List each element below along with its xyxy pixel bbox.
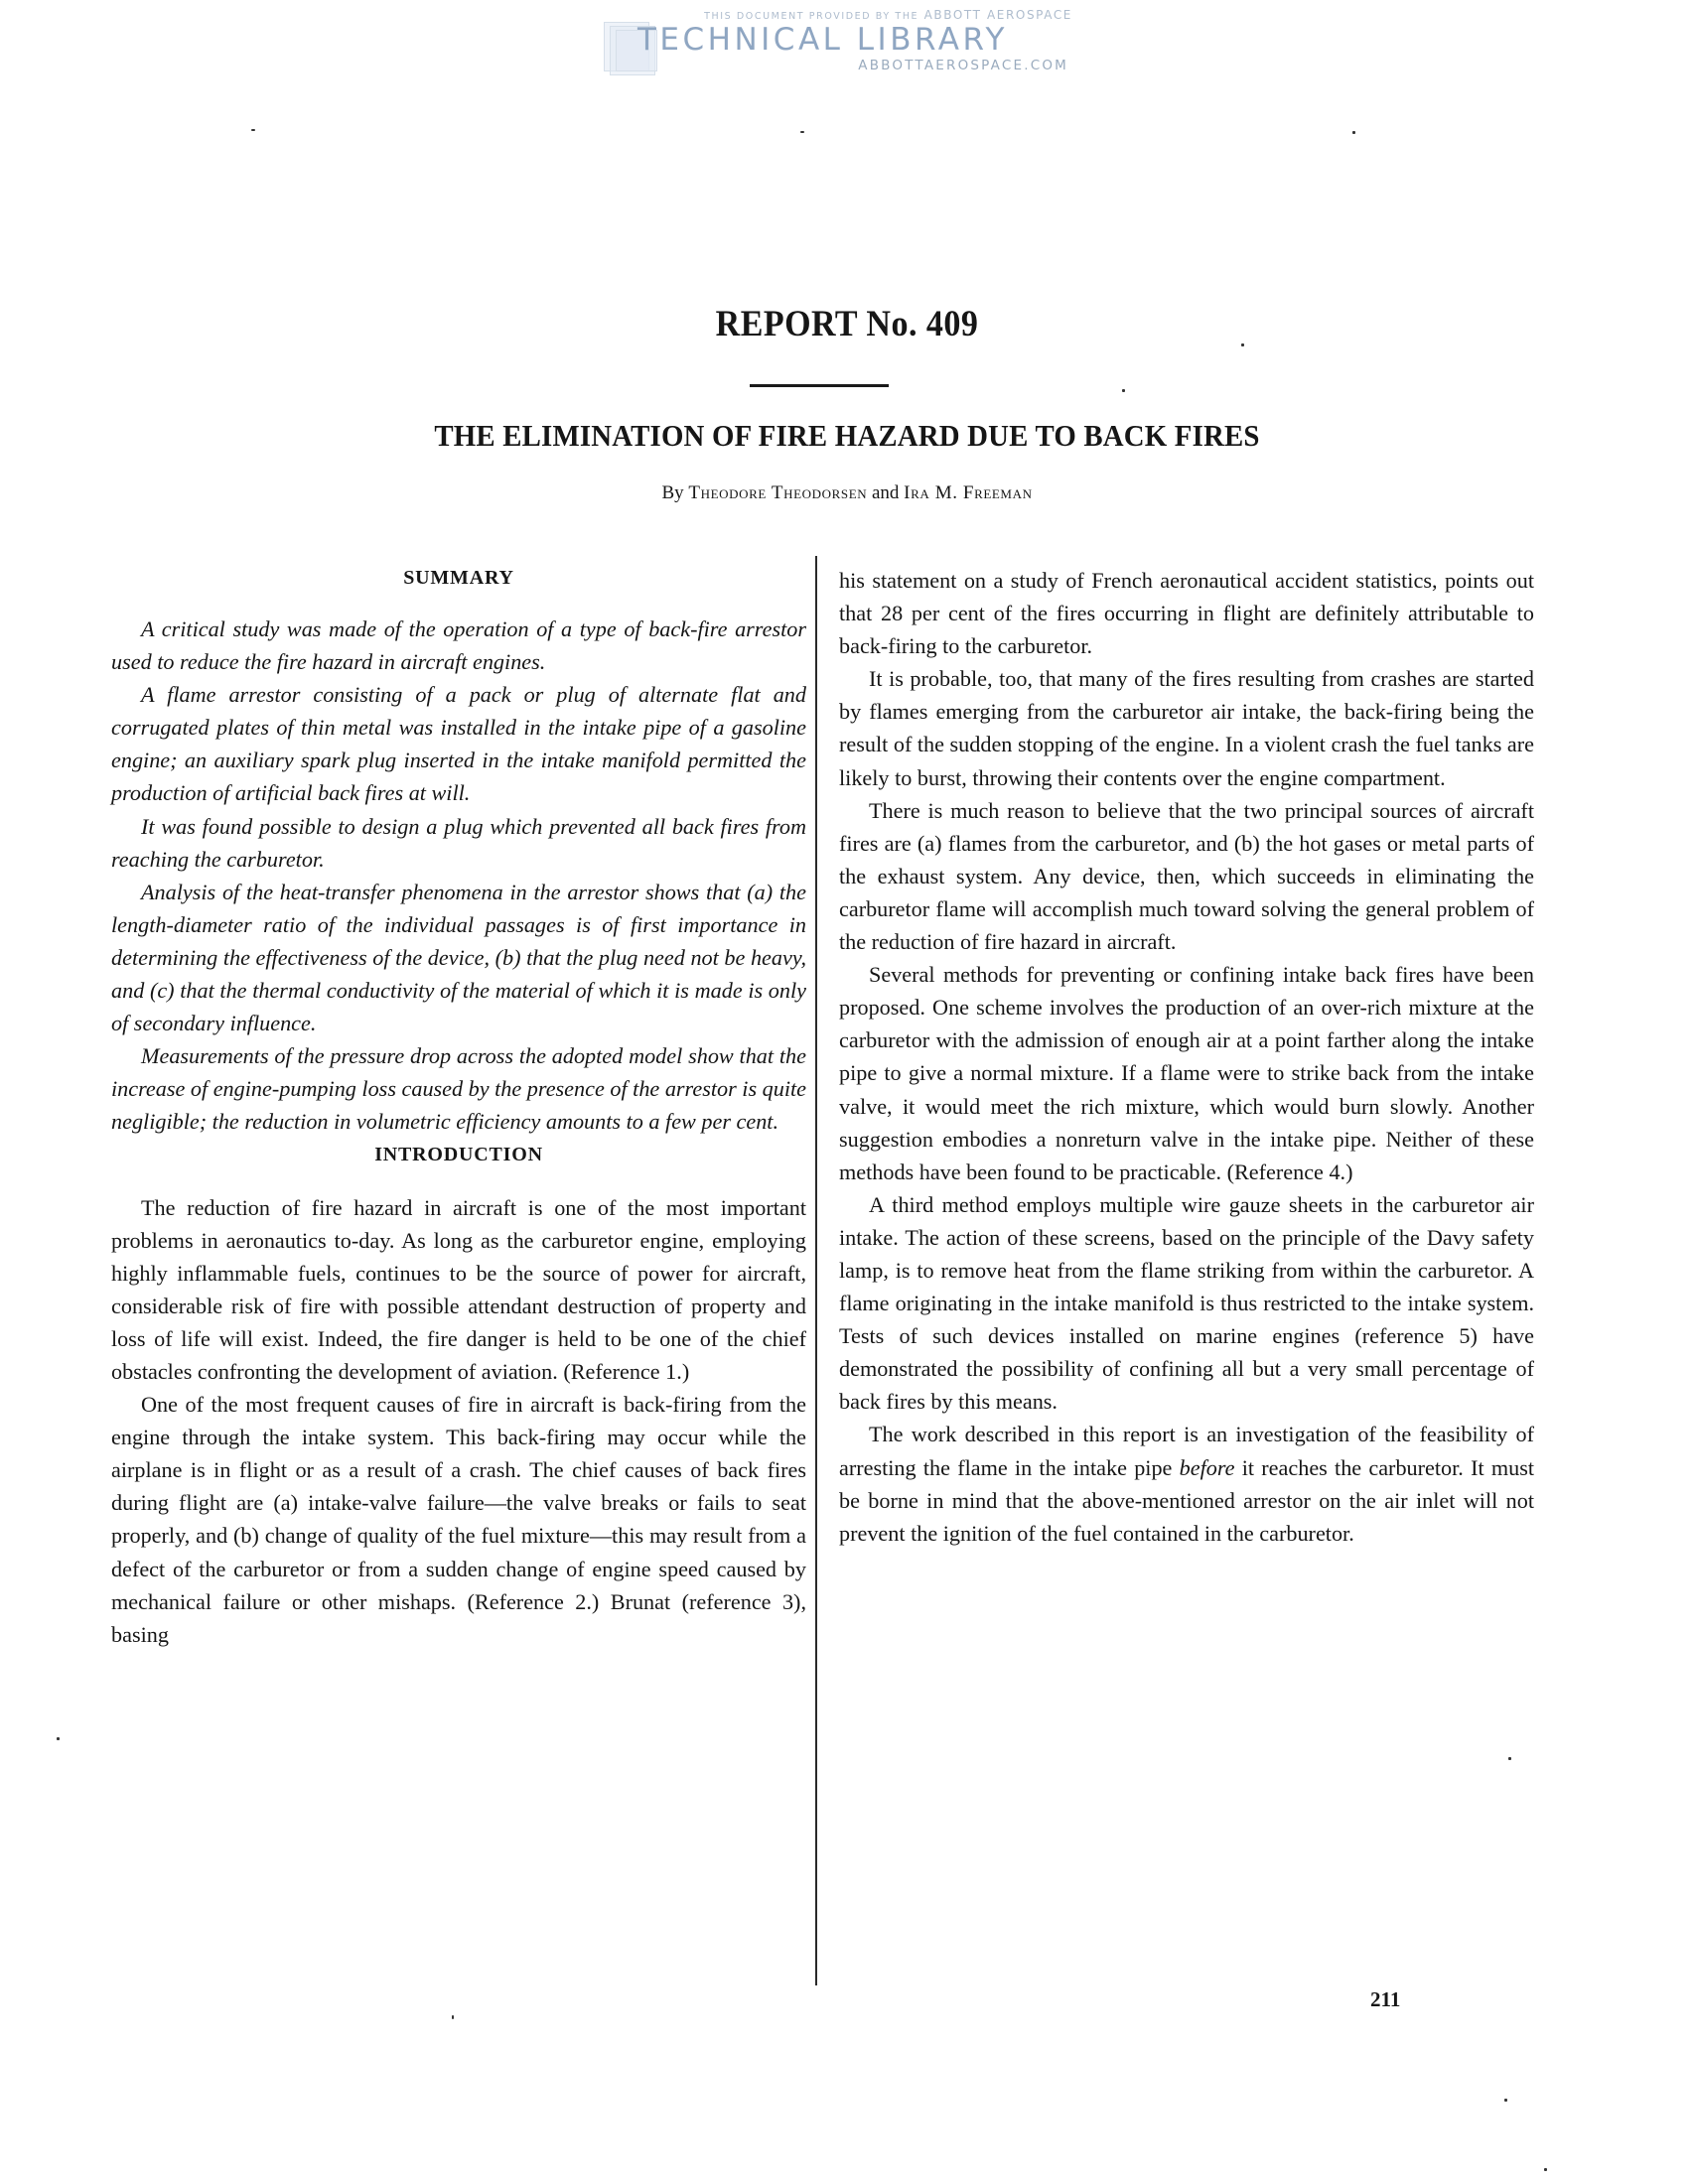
summary-paragraph: Measurements of the pressure drop across the adopted model show that the increase of engine-pumping loss caused by the presence of the arrestor is quite negligible; the reduction in volumetric efficiency amounts to a few per cent. <box>111 1043 806 1135</box>
report-number: REPORT No. 409 <box>715 304 979 344</box>
introduction-paragraph: The reduction of fire hazard in aircraft is one of the most important problems in aeronautics to-day. As long as the carburetor engine, employing highly inflammable fuels, continues to be the source of power for aircraft, considerable risk of fire with possible attendant destruction of property and loss of life will exist. Indeed, the fire danger is held to be one of the chief obstacles confronting the development of aviation. (Reference 1.) <box>111 1194 806 1384</box>
introduction-paragraph: Several methods for preventing or confining intake back fires have been proposed. One scheme involves the production of an over-rich mixture at the carburetor with the admission of enough air at a point farther along the intake pipe to give a normal mixture. If a flame were to strike back from the intake valve, it would meet the rich mixture, which would burn slowly. Another suggestion embodies a nonreturn valve in the intake pipe. Neither of these methods have been found to be practicable. (Reference 4.) <box>839 962 1534 1184</box>
introduction-paragraph: There is much reason to believe that the two principal sources of aircraft fires are (a) flames from the carburetor, and (b) the hot gases or metal parts of the exhaust system. Any device, then, which succeeds in eliminating the carburetor flame will accomplish much toward solving the general problem of the reduction of fire hazard in aircraft. <box>839 797 1534 955</box>
left-column <box>111 562 806 1651</box>
right-column <box>839 564 1534 1550</box>
watermark-provider-prefix: THIS DOCUMENT PROVIDED BY THE <box>704 11 919 22</box>
authors-joiner: and <box>871 482 900 503</box>
introduction-paragraph: A third method employs multiple wire gauze sheets in the carburetor air intake. The action of these screens, based on the principle of the Davy safety lamp, is to remove heat from the flame striking from within the carburetor. A flame originating in the intake manifold is thus restricted to the intake system. Tests of such devices installed on marine engines (reference 5) have demonstrated the possibility of confining all but a very small percentage of back fires by this means. <box>839 1191 1534 1415</box>
page-number: 211 <box>1370 1987 1401 2011</box>
introduction-paragraph-continued: his statement on a study of French aeronautical accident statistics, points out that 28 per cent of the fires occurring in flight are definitely attributable to back-firing to the carburetor. <box>839 568 1534 659</box>
watermark-brand: ABBOTT AEROSPACE <box>923 8 1072 22</box>
summary-heading: SUMMARY <box>403 567 514 589</box>
column-divider <box>815 556 817 1985</box>
introduction-paragraph: It is probable, too, that many of the fires resulting from crashes are started by flames emerging from the carburetor air intake, the back-firing being the result of the sudden stopping of the engine. In a violent crash the fuel tanks are likely to burst, throwing their contents over the engine compartment. <box>839 666 1534 790</box>
summary-paragraph: It was found possible to design a plug which prevented all back fires from reaching the carburetor. <box>111 813 806 872</box>
text-run: it reaches the carburetor. It must be borne in mind that the above-mentioned arrestor on the air inlet will not prevent the ignition of the fuel contained in the carburetor. <box>839 1454 1535 1546</box>
watermark-provider-line <box>596 8 1072 22</box>
title-rule <box>750 384 889 387</box>
watermark-library-name: TECHNICAL LIBRARY <box>637 22 1008 58</box>
introduction-paragraph: One of the most frequent causes of fire in aircraft is back-firing from the engine through the intake system. This back-firing may occur while the airplane is in flight or as a result of a crash. The chief causes of back fires during flight are (a) intake-valve failure—the valve breaks or fails to seat properly, and (b) change of quality of the fuel mixture—this may result from a defect of the carburetor or from a sudden change of engine speed caused by mechanical failure or other mishaps. (Reference 2.) Brunat (reference 3), basing <box>111 1392 806 1647</box>
summary-paragraph: Analysis of the heat-transfer phenomena in the arrestor shows that (a) the length-diameter ratio of the individual passages is of first importance in determining the effectiveness of the device, (b) that the plug need not be heavy, and (c) that the thermal conductivity of the material of which it is made is only of secondary influence. <box>111 879 806 1036</box>
text-run: The work described in this report is an investigation of the feasibility of arresting the flame in the intake pipe <box>839 1422 1534 1480</box>
summary-body <box>111 613 806 1139</box>
introduction-paragraph-final <box>839 1418 1534 1549</box>
summary-paragraph: A critical study was made of the operation of a type of back-fire arrestor used to reduce the fire hazard in aircraft engines. <box>111 616 806 675</box>
summary-paragraph: A flame arrestor consisting of a pack or plug of alternate flat and corrugated plates of thin metal was installed in the intake pipe of a gasoline engine; an auxiliary spark plug inserted in the intake manifold permitted the production of artificial back fires at will. <box>111 682 806 806</box>
paper-title: THE ELIMINATION OF FIRE HAZARD DUE TO BACK FIRES <box>434 418 1260 453</box>
watermark-url: ABBOTTAEROSPACE.COM <box>858 58 1068 73</box>
emphasis-before: before <box>1179 1454 1235 1480</box>
authors-prefix: By <box>661 482 684 503</box>
author-1: Theodore Theodorsen <box>688 482 868 503</box>
author-2: Ira M. Freeman <box>904 482 1033 503</box>
watermark <box>596 4 1082 73</box>
authors-line <box>0 482 1694 504</box>
introduction-heading: INTRODUCTION <box>374 1143 543 1165</box>
